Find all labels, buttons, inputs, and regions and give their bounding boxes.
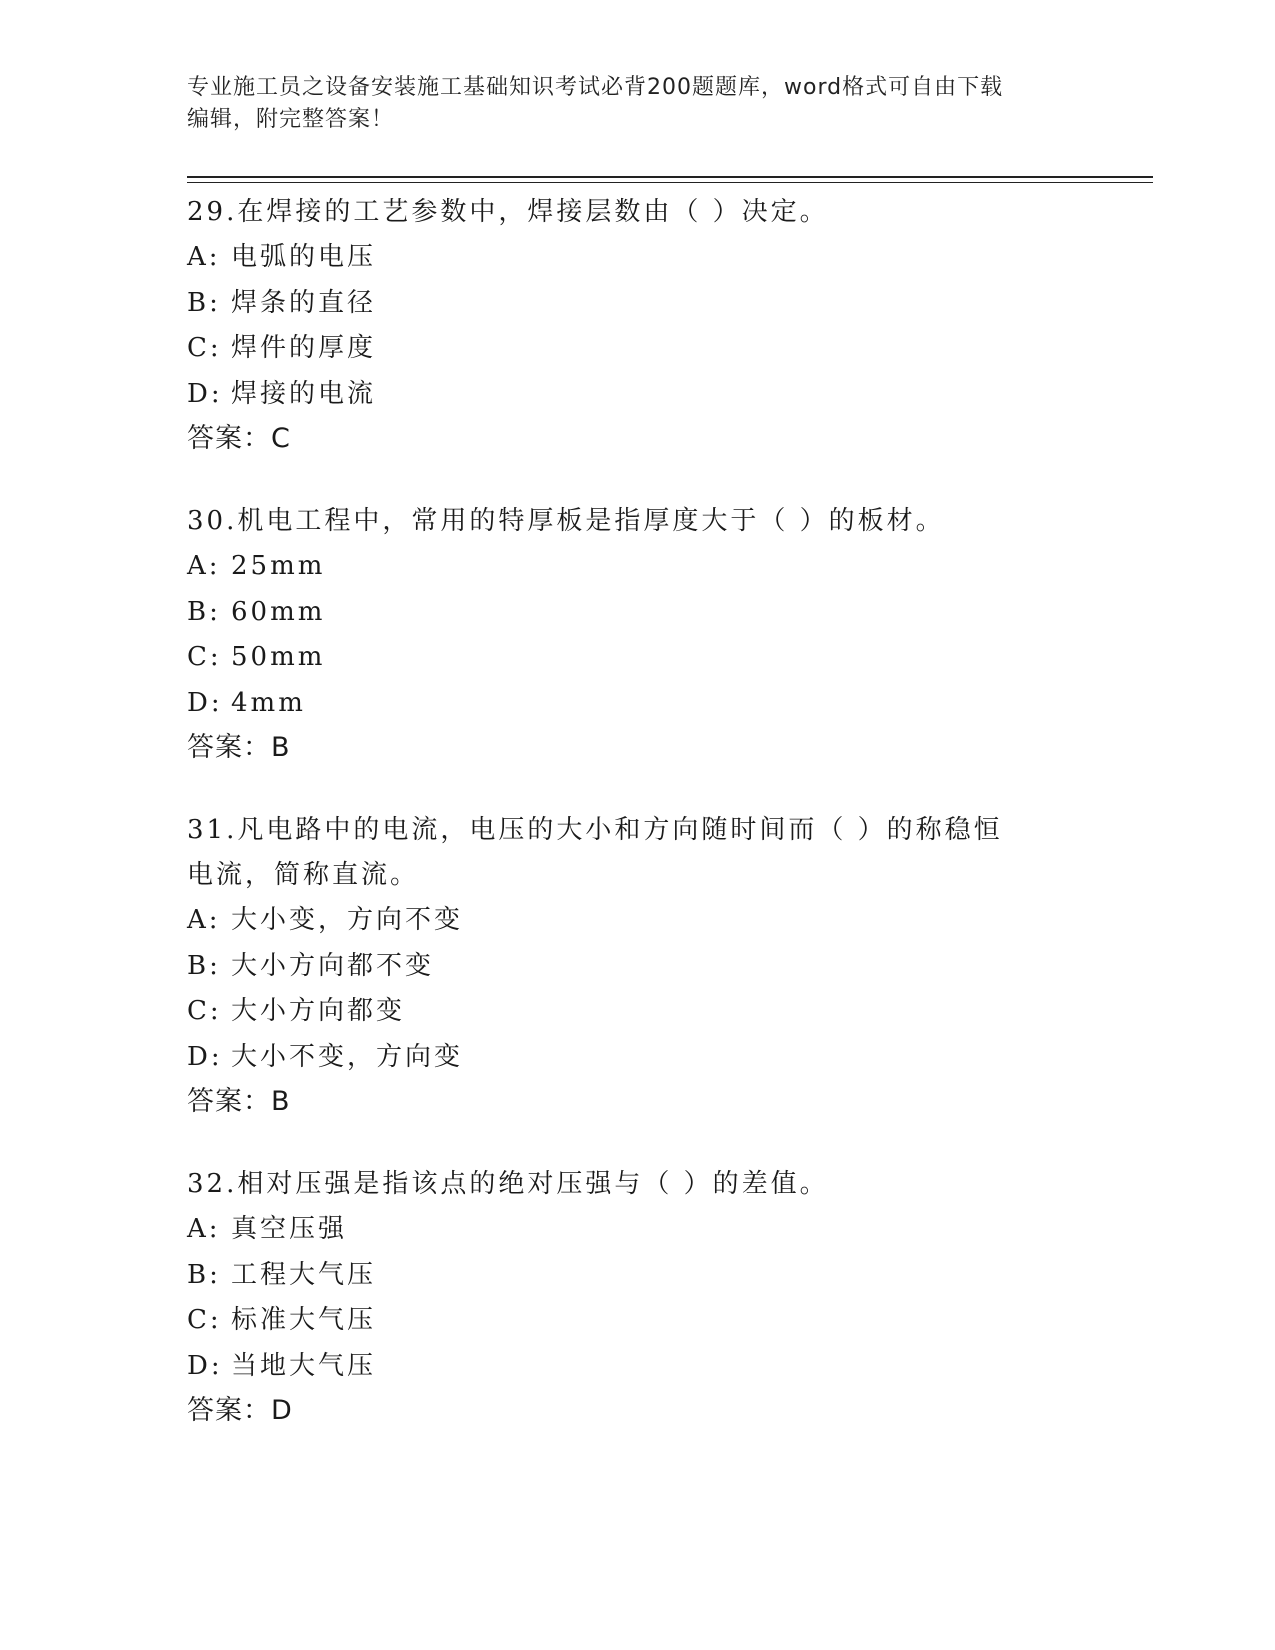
option-letter: A: xyxy=(187,242,221,272)
option-a xyxy=(187,898,1087,944)
option-letter: C: xyxy=(187,1305,222,1335)
option-text: 电弧的电压 xyxy=(231,242,377,272)
option-letter: D: xyxy=(187,1041,223,1072)
option-text: 焊件的厚度 xyxy=(231,333,377,363)
question-32 xyxy=(187,1162,1087,1433)
header-divider-thick xyxy=(187,176,1153,178)
header-title-line-1: 专业施工员之设备安装施工基础知识考试必背200题题库，word格式可自由下载 xyxy=(187,75,1004,100)
option-letter: B: xyxy=(187,287,221,318)
option-d xyxy=(187,372,1087,418)
option-c xyxy=(187,326,1087,372)
option-letter: C: xyxy=(187,642,222,672)
answer-label: 答案：B xyxy=(187,732,291,763)
option-letter: A: xyxy=(187,1214,221,1244)
option-text: 真空压强 xyxy=(231,1214,348,1244)
option-text: 大小变，方向不变 xyxy=(231,905,464,935)
option-a xyxy=(187,235,1087,281)
option-a xyxy=(187,1207,1087,1253)
option-letter: C: xyxy=(187,333,222,363)
option-text: 大小方向都不变 xyxy=(231,950,435,981)
question-stem: 29.在焊接的工艺参数中，焊接层数由（ ）决定。 xyxy=(187,197,829,227)
answer-label: 答案：B xyxy=(187,1086,291,1117)
option-d xyxy=(187,1035,1087,1081)
question-stem: 31.凡电路中的电流，电压的大小和方向随时间而（ ）的称稳恒电流，简称直流。 xyxy=(187,815,1003,890)
option-letter: D: xyxy=(187,687,223,718)
document-header xyxy=(187,72,1067,136)
option-text: 25mm xyxy=(231,551,326,581)
option-b xyxy=(187,281,1087,327)
option-d xyxy=(187,1344,1087,1390)
option-b xyxy=(187,1253,1087,1299)
header-divider-thin xyxy=(187,182,1153,183)
option-letter: C: xyxy=(187,996,222,1026)
question-29 xyxy=(187,190,1087,461)
option-c xyxy=(187,1298,1087,1344)
option-letter: B: xyxy=(187,1259,221,1290)
option-letter: D: xyxy=(187,378,223,409)
option-text: 工程大气压 xyxy=(231,1259,377,1290)
option-text: 焊条的直径 xyxy=(231,287,377,318)
option-c xyxy=(187,635,1087,681)
option-a xyxy=(187,544,1087,590)
option-letter: B: xyxy=(187,596,221,627)
option-c xyxy=(187,989,1087,1035)
question-31 xyxy=(187,808,1087,1124)
option-text: 大小方向都变 xyxy=(231,996,406,1026)
option-b xyxy=(187,944,1087,990)
answer-label: 答案：D xyxy=(187,1395,293,1426)
option-letter: D: xyxy=(187,1350,223,1381)
option-letter: A: xyxy=(187,905,221,935)
header-title-line-2: 编辑，附完整答案！ xyxy=(187,107,395,132)
question-30 xyxy=(187,499,1087,770)
question-list xyxy=(187,190,1087,1471)
answer-label: 答案：C xyxy=(187,423,291,454)
option-letter: B: xyxy=(187,950,221,981)
option-text: 4mm xyxy=(231,687,306,718)
option-text: 50mm xyxy=(231,642,326,672)
option-text: 当地大气压 xyxy=(231,1350,377,1381)
option-text: 标准大气压 xyxy=(231,1305,377,1335)
option-letter: A: xyxy=(187,551,221,581)
option-text: 大小不变，方向变 xyxy=(231,1041,464,1072)
question-stem: 30.机电工程中，常用的特厚板是指厚度大于（ ）的板材。 xyxy=(187,506,945,536)
option-text: 焊接的电流 xyxy=(231,378,377,409)
question-stem: 32.相对压强是指该点的绝对压强与（ ）的差值。 xyxy=(187,1169,829,1199)
option-b xyxy=(187,590,1087,636)
option-text: 60mm xyxy=(231,596,326,627)
option-d xyxy=(187,681,1087,727)
